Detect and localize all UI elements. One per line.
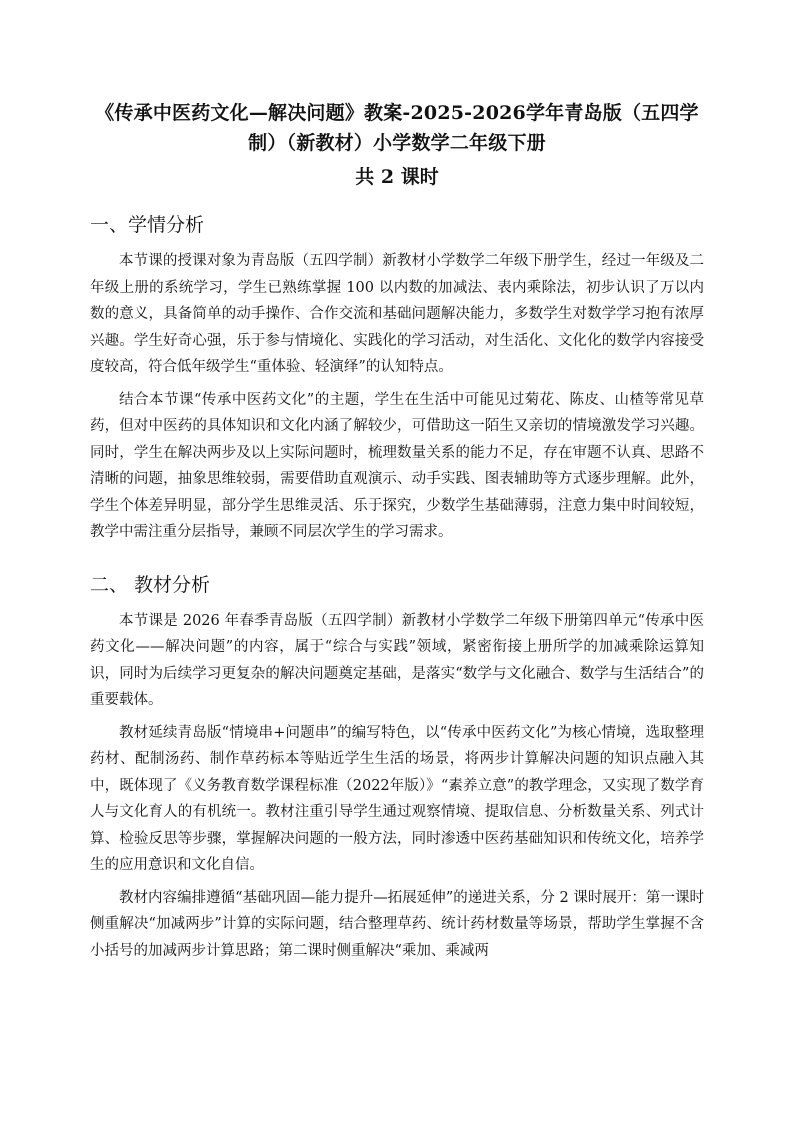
paragraph: 本节课的授课对象为青岛版（五四学制）新教材小学数学二年级下册学生，经过一年级及二年级上册的系统学习，学生已熟练掌握 100 以内数的加减法、表内乘除法，初步认识了万以内数的意义，具备简单的动手操作、合作交流和基础问题解决能力，多数学生对数学学习抱有浓厚兴趣。学生好奇心强，乐于参与情境化、实践化的学习活动，对生活化、文化化的数学内容接受度较高，符合低年级学生“重体验、轻演绎”的认知特点。 [90,253,704,375]
section-heading: 二、 教材分析 [90,573,211,596]
lesson-count: 共 2 课时 [355,166,439,188]
paragraph: 教材延续青岛版“情境串+问题串”的编写特色，以“传承中医药文化”为核心情境，选取整理药材、配制汤药、制作草药标本等贴近学生生活的场景，将两步计算解决问题的知识点融入其中，既体现了《义务教育数学课程标准（2022年版）》“素养立意”的教学理念，又实现了数学育人与文化育人的有机统一。教材注重引导学生通过观察情境、提取信息、分析数量关系、列式计算、检验反思等步骤，掌握解决问题的一般方法，同时渗透中医药基础知识和传统文化，培养学生的应用意识和文化自信。 [90,724,704,873]
paragraph: 结合本节课“传承中医药文化”的主题，学生在生活中可能见过菊花、陈皮、山楂等常见草药，但对中医药的具体知识和文化内涵了解较少，可借助这一陌生又亲切的情境激发学习兴趣。同时，学生在解决两步及以上实际问题时，梳理数量关系的能力不足，存在审题不认真、思路不清晰的问题，抽象思维较弱，需要借助直观演示、动手实践、图表辅助等方式逐步理解。此外，学生个体差异明显，部分学生思维灵活、乐于探究，少数学生基础薄弱，注意力集中时间较短，教学中需注重分层指导，兼顾不同层次学生的学习需求。 [90,391,704,540]
document-title: 《传承中医药文化—解决问题》教案-2025-2026学年青岛版（五四学制）（新教材）小学数学二年级下册 [95,102,699,154]
section-heading: 一、学情分析 [90,214,205,236]
section-textbook-analysis [90,570,704,965]
section-student-analysis [90,210,704,546]
paragraph: 本节课是 2026 年春季青岛版（五四学制）新教材小学数学二年级下册第四单元“传承中医药文化——解决问题”的内容，属于“综合与实践”领域，紧密衔接上册所学的加减乘除运算知识，同时为后续学习更复杂的解决问题奠定基础，是落实“数学与文化融合、数学与生活结合”的重要载体。 [90,612,704,708]
paragraph: 教材内容编排遵循“基础巩固—能力提升—拓展延伸”的递进关系，分 2 课时展开：第一课时侧重解决“加减两步”计算的实际问题，结合整理草药、统计药材数量等场景，帮助学生掌握不含小括号的加减两步计算思路；第二课时侧重解决“乘加、乘减两 [90,889,704,959]
